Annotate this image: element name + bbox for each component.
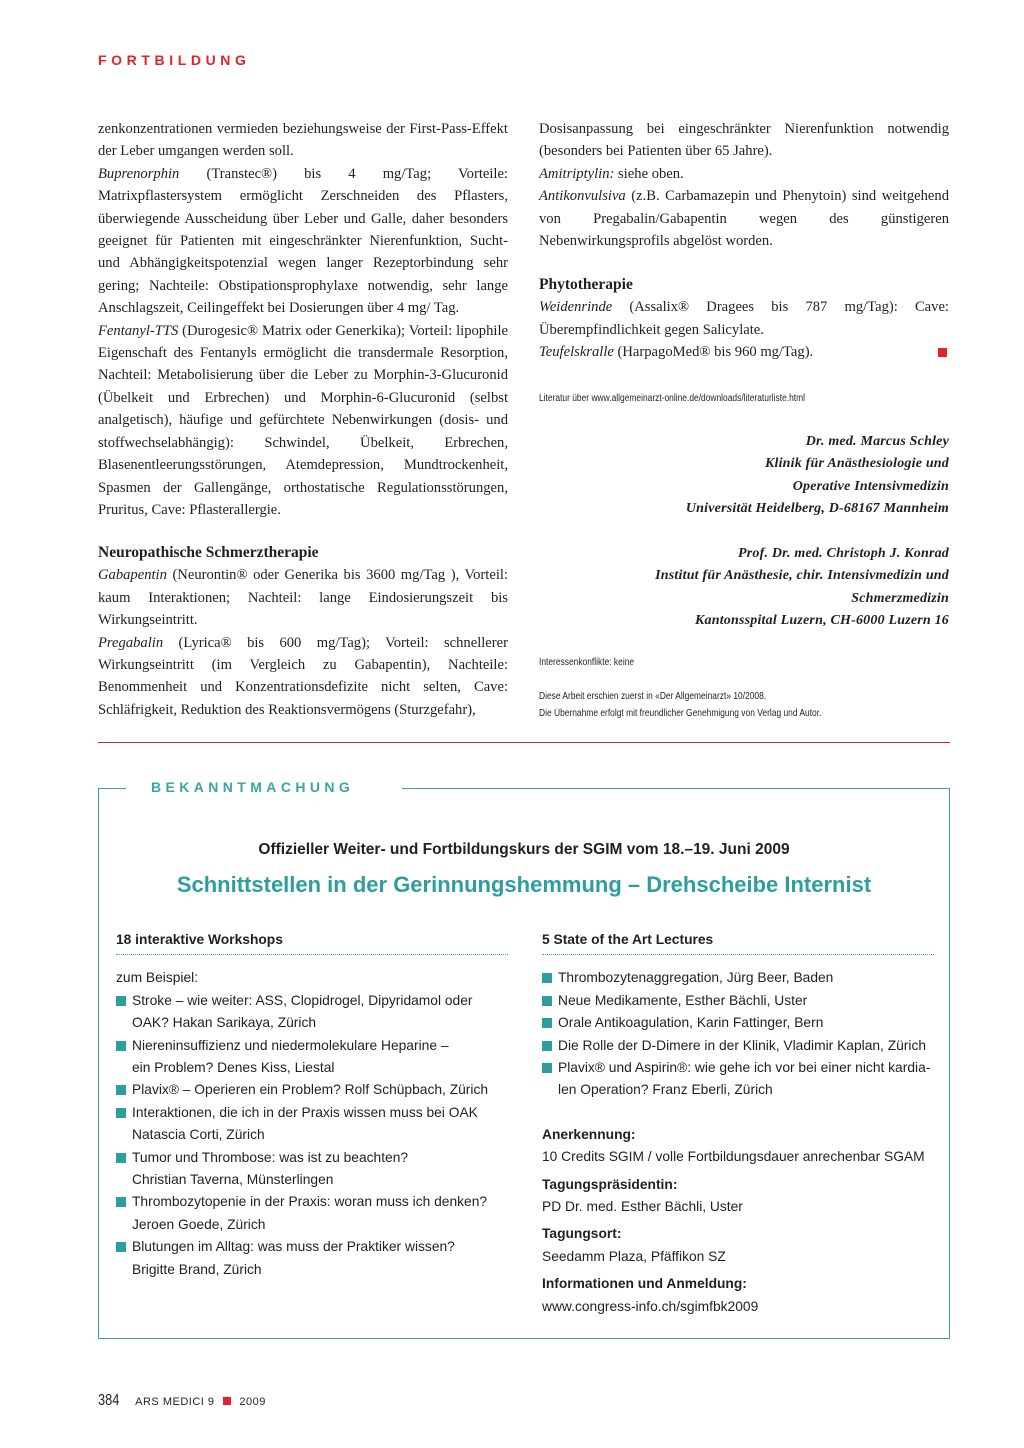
author-line: Prof. Dr. med. Christoph J. Konrad xyxy=(737,546,949,561)
author-line: Klinik für Anästhesiologie und xyxy=(764,456,949,472)
intro-text: zum Beispiel: xyxy=(116,970,199,986)
page-number: 384 xyxy=(98,1392,120,1409)
author-block-1 xyxy=(539,431,949,521)
drug-name: Gabapentin xyxy=(98,567,167,584)
author-block-2 xyxy=(539,543,949,633)
end-mark-icon xyxy=(938,348,947,357)
paragraph: Gabapentin (Neurontin® oder Generika bis 3600 mg/Tag ), Vorteil: kaum Interaktionen; Nachteil: lange Eindosierungszeit bis Wirkungseintritt. xyxy=(98,567,508,629)
conflict-note: Interessenkonflikte: keine xyxy=(539,657,635,668)
box-border xyxy=(402,788,950,789)
paragraph: Pregabalin (Lyrica® bis 600 mg/Tag); Vorteil: schnellerer Wirkungseintritt (im Vergleich zu Gabapentin), Nachteile: Benommenheit und Konzentrationsdefizite nicht selten, Cave: Schläfrigkeit, Reduktion des Reaktionsvermögens (Sturzgefahr), xyxy=(98,634,508,718)
paragraph: Fentanyl-TTS (Durogesic® Matrix oder Generkika); Vorteil: lipophile Eigenschaft des Fentanyls ermöglicht die transdermale Resorption, Nachteil: Metabolisierung über die Leber zu Morphin-3-Glucuronid (Übelkeit und Erbrechen) und Morphin-6-Glucuronid (selbst analgetisch), häufige und gefürchtete Nebenwirkungen (dosis- und stoffwechselabhängig): Schwindel, Übelkeit, Erbrechen, Blasenentleerungsstörungen, Atemdepression, Mundtrockenheit, Spasmen der Gallengänge, orthostatische Regulationsstörungen, Pruritus, Cave: Pflasterallergie. xyxy=(98,322,508,518)
list-item: Interaktionen, die ich in der Praxis wissen muss bei OAK Natascia Corti, Zürich xyxy=(116,1102,508,1147)
paragraph: Amitriptylin: siehe oben. xyxy=(539,165,684,182)
literature-link[interactable]: Literatur über www.allgemeinarzt-online.de/downloads/literaturliste.html xyxy=(539,393,805,404)
list-item: Tumor und Thrombose: was ist zu beachten? Christian Taverna, Münsterlingen xyxy=(116,1147,508,1192)
list-item: Plavix® und Aspirin®: wie gehe ich vor bei einer nicht kardia- len Operation? Franz Eberli, Zürich xyxy=(542,1057,934,1102)
bullet-icon xyxy=(116,1242,126,1252)
paragraph: Teufelskralle (HarpagoMed® bis 960 mg/Tag). xyxy=(539,341,949,363)
venue-label: Tagungsort: xyxy=(542,1226,622,1242)
section-heading: Neuropathische Schmerztherapie xyxy=(98,544,319,561)
president-value: PD Dr. med. Esther Bächli, Uster xyxy=(542,1199,743,1215)
announcement-label: BEKANNTMACHUNG xyxy=(151,779,355,795)
author-line: Schmerzmedizin xyxy=(851,590,949,606)
president-label: Tagungspräsidentin: xyxy=(542,1176,678,1192)
info-label: Informationen und Anmeldung: xyxy=(542,1276,747,1292)
bullet-icon xyxy=(116,1197,126,1207)
paragraph: Antikonvulsiva (z.B. Carbamazepin und Phenytoin) sind weitgehend von Pregabalin/Gabapentin wegen des günstigeren Nebenwirkungsprofils abgelöst worden. xyxy=(539,188,949,250)
drug-name: Pregabalin xyxy=(98,634,164,651)
lectures-column xyxy=(542,929,934,1318)
drug-name: Antikonvulsiva xyxy=(539,188,626,205)
right-column xyxy=(539,118,949,252)
journal-name: ARS MEDICI 9 xyxy=(135,1396,215,1408)
separator-icon xyxy=(223,1397,231,1405)
announcement-subtitle: Offizieller Weiter- und Fortbildungskurs der SGIM vom 18.–19. Juni 2009 xyxy=(258,841,790,858)
list-item: Thrombozytopenie in der Praxis: woran muss ich denken? Jeroen Goede, Zürich xyxy=(116,1191,508,1236)
right-column-phyto xyxy=(539,274,949,364)
paragraph: zenkonzentrationen vermieden beziehungsweise der First-Pass-Effekt der Leber umgangen werden soll. xyxy=(98,121,508,160)
anerkennung-value: 10 Credits SGIM / volle Fortbildungsdauer anrechenbar SGAM xyxy=(542,1149,925,1165)
workshops-column xyxy=(116,929,508,1281)
drug-name: Buprenorphin xyxy=(98,165,180,182)
drug-name: Fentanyl-TTS xyxy=(98,322,179,339)
paragraph: Dosisanpassung bei eingeschränkter Nierenfunktion notwendig (besonders bei Patienten über 65 Jahre). xyxy=(539,121,949,160)
bullet-icon xyxy=(116,1085,126,1095)
list-item: Die Rolle der D-Dimere in der Klinik, Vladimir Kaplan, Zürich xyxy=(542,1035,934,1057)
announcement-title: Schnittstellen in der Gerinnungshemmung – Drehscheibe Internist xyxy=(176,872,872,897)
publication-note: Diese Arbeit erschien zuerst in «Der Allgemeinarzt» 10/2008. xyxy=(539,691,767,702)
divider xyxy=(98,742,950,743)
bullet-icon xyxy=(116,1108,126,1118)
drug-name: Amitriptylin: xyxy=(539,165,615,182)
page-footer xyxy=(98,1392,266,1410)
bullet-icon xyxy=(542,1041,552,1051)
permission-note: Die Übernahme erfolgt mit freundlicher Genehmigung von Verlag und Autor. xyxy=(539,708,822,719)
paragraph: Buprenorphin (Transtec®) bis 4 mg/Tag; Vorteile: Matrixpflastersystem ermöglicht Zerschneiden des Pflasters, überwiegende Ausscheidung über Leber und Galle, daher besonders geeignet für Patienten mit eingeschränkter Nierenfunktion, Sucht- und Abhängigkeitspotenzial wegen langer Rezeptorbindung sehr gering; Nachteile: Obstipationsprophylaxe notwendig, sehr lange Anschlagszeit, Ceilingeffekt bei Dosierungen über 4 mg/ Tag. xyxy=(98,165,508,317)
anerkennung-label: Anerkennung: xyxy=(542,1126,636,1142)
drug-name: Weidenrinde xyxy=(539,299,613,316)
left-column-lower xyxy=(98,542,508,721)
left-column xyxy=(98,118,508,521)
paragraph: Weidenrinde (Assalix® Dragees bis 787 mg/Tag): Cave: Überempfindlichkeit gegen Salicylate. xyxy=(539,299,949,338)
list-item: Thrombozytenaggregation, Jürg Beer, Baden xyxy=(542,967,934,989)
list-item: Niereninsuffizienz und niedermolekulare Heparine – ein Problem? Denes Kiss, Liestal xyxy=(116,1035,508,1080)
list-item: Neue Medikamente, Esther Bächli, Uster xyxy=(542,990,934,1012)
venue-value: Seedamm Plaza, Pfäffikon SZ xyxy=(542,1248,726,1264)
section-heading: Phytotherapie xyxy=(539,276,633,293)
author-line: Universität Heidelberg, D-68167 Mannheim xyxy=(685,501,949,517)
bullet-icon xyxy=(542,1063,552,1073)
bullet-icon xyxy=(116,1153,126,1163)
box-border xyxy=(98,788,126,789)
list-item: Stroke – wie weiter: ASS, Clopidrogel, Dipyridamol oder OAK? Hakan Sarikaya, Zürich xyxy=(116,990,508,1035)
author-line: Institut für Anästhesie, chir. Intensivmedizin und xyxy=(655,568,949,584)
author-line: Dr. med. Marcus Schley xyxy=(805,434,949,449)
drug-name: Teufelskralle xyxy=(539,344,614,361)
list-item: Blutungen im Alltag: was muss der Praktiker wissen? Brigitte Brand, Zürich xyxy=(116,1236,508,1281)
list-item: Plavix® – Operieren ein Problem? Rolf Schüpbach, Zürich xyxy=(116,1079,508,1101)
bullet-icon xyxy=(542,973,552,983)
column-heading: 5 State of the Art Lectures xyxy=(542,929,934,955)
author-line: Operative Intensivmedizin xyxy=(792,478,949,494)
column-heading: 18 interaktive Workshops xyxy=(116,929,508,955)
author-line: Kantonsspital Luzern, CH-6000 Luzern 16 xyxy=(694,613,949,629)
issue-year: 2009 xyxy=(239,1396,266,1408)
bullet-icon xyxy=(116,1041,126,1051)
section-label: FORTBILDUNG xyxy=(98,52,251,68)
list-item: Orale Antikoagulation, Karin Fattinger, Bern xyxy=(542,1012,934,1034)
bullet-icon xyxy=(542,996,552,1006)
bullet-icon xyxy=(116,996,126,1006)
info-link[interactable]: www.congress-info.ch/sgimfbk2009 xyxy=(542,1298,759,1314)
bullet-icon xyxy=(542,1018,552,1028)
